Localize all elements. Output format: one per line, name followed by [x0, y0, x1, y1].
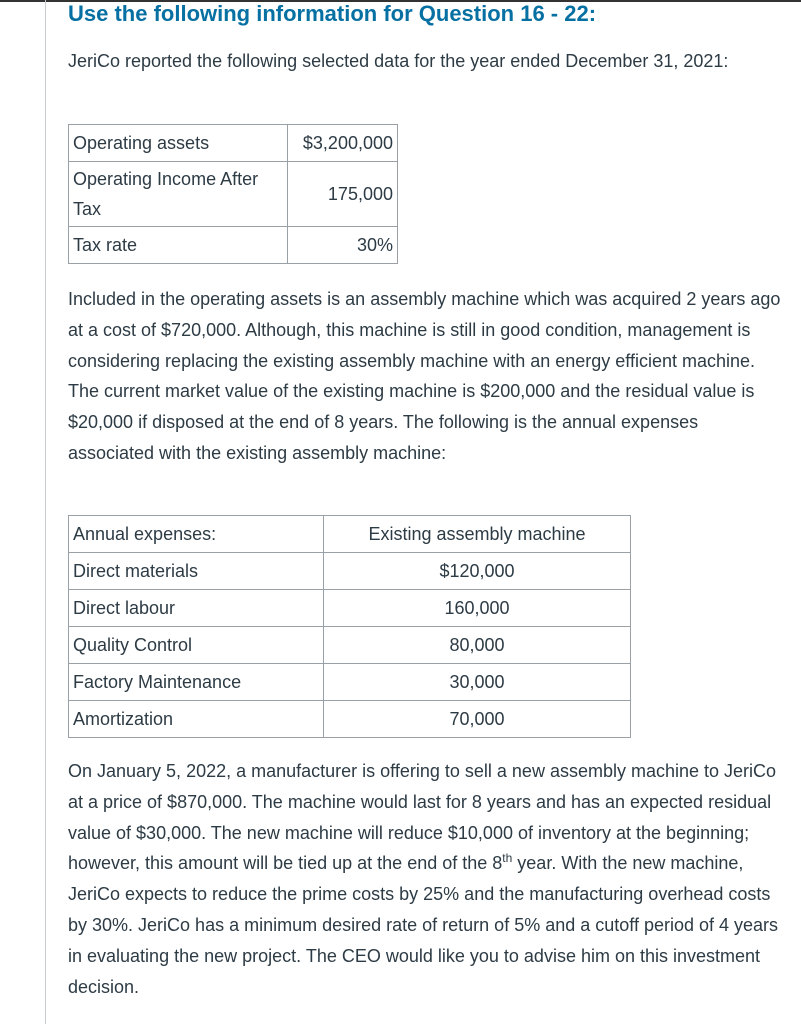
offer-text-part1: On January 5, 2022, a manufacturer is offering to sell a new assembly machine to JeriCo at a price of $870,000. The machine would last for 8 years and has an expected residual value of $30,000. The new machine will reduce $10,000 of inventory at the beginning; however, this amount will be tied up at the end of the 8	[68, 761, 777, 874]
table-header-row	[69, 516, 631, 553]
header-label: Annual expenses:	[69, 516, 324, 553]
header-value: Existing assembly machine	[324, 516, 631, 553]
table-row	[69, 664, 631, 701]
offer-paragraph	[68, 756, 783, 1002]
row-value: 175,000	[288, 162, 398, 227]
row-label: Amortization	[69, 701, 324, 738]
offer-text-part2: year. With the new machine, JeriCo expects to reduce the prime costs by 25% and the manufacturing overhead costs by 30%. JeriCo has a minimum desired rate of return of 5% and a cutoff period of 4 years in evaluating the new project. The CEO would like you to advise him on this investment decision.	[68, 853, 779, 997]
table-row	[69, 125, 398, 162]
left-border	[45, 0, 46, 1024]
summary-table	[68, 124, 398, 264]
row-value: $3,200,000	[288, 125, 398, 162]
row-label: Direct labour	[69, 590, 324, 627]
ordinal-suffix: th	[502, 851, 513, 866]
row-label: Operating Income After Tax	[69, 162, 288, 227]
table-row	[69, 627, 631, 664]
table-row	[69, 227, 398, 264]
intro-paragraph: JeriCo reported the following selected data for the year ended December 31, 2021:	[68, 51, 729, 71]
row-value: 30%	[288, 227, 398, 264]
row-label: Operating assets	[69, 125, 288, 162]
table-row	[69, 590, 631, 627]
expenses-table	[68, 515, 631, 738]
table-row	[69, 162, 398, 227]
description-paragraph: Included in the operating assets is an assembly machine which was acquired 2 years ago at a cost of $720,000. Although, this machine is still in good condition, management is considering replacing the existing assembly machine with an energy efficient machine. The current market value of the existing machine is $200,000 and the residual value is $20,000 if disposed at the end of 8 years. The following is the annual expenses associated with the existing assembly machine:	[68, 289, 781, 463]
row-value: 80,000	[324, 627, 631, 664]
section-heading: Use the following information for Question 16 - 22:	[68, 1, 597, 26]
row-label: Direct materials	[69, 553, 324, 590]
row-value: $120,000	[324, 553, 631, 590]
row-label: Quality Control	[69, 627, 324, 664]
row-label: Factory Maintenance	[69, 664, 324, 701]
row-value: 70,000	[324, 701, 631, 738]
row-value: 30,000	[324, 664, 631, 701]
row-value: 160,000	[324, 590, 631, 627]
table-row	[69, 553, 631, 590]
table-row	[69, 701, 631, 738]
row-label: Tax rate	[69, 227, 288, 264]
